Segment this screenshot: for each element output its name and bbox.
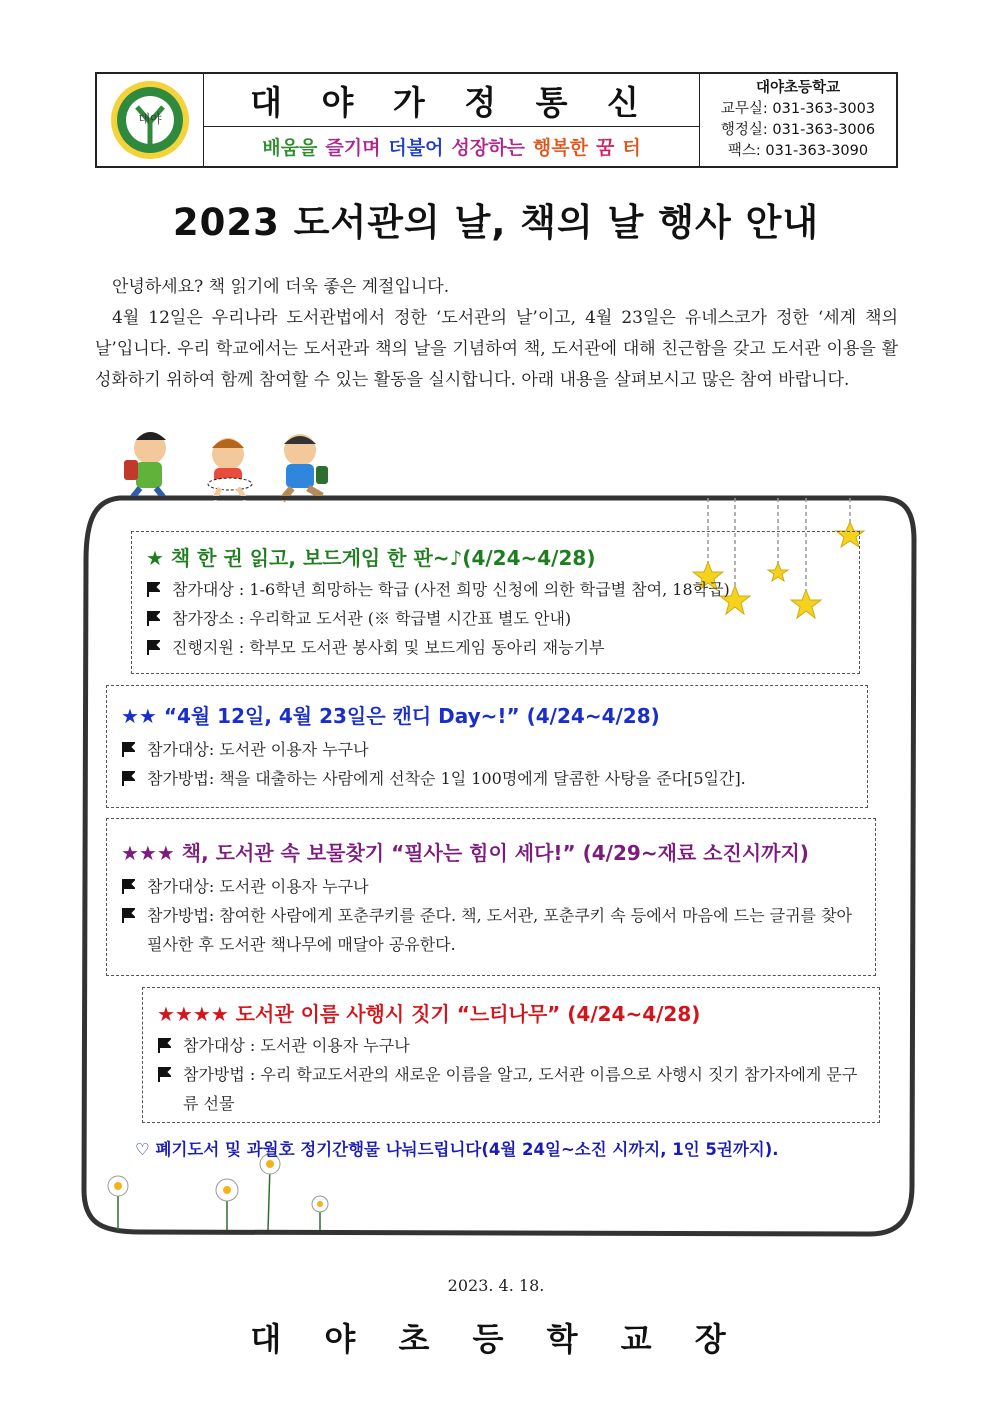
page-title: 2023 도서관의 날, 책의 날 행사 안내 (172, 201, 820, 244)
event-title: ★★ “4월 12일, 4월 23일은 캔디 Day~!” (4/24~4/28) (121, 704, 660, 728)
school-name: 대야초등학교 (755, 80, 841, 96)
intro-text (95, 272, 898, 396)
notice-giveaway: ♡ 폐기도서 및 과월호 정기간행물 나눠드립니다(4월 24일~소진 시까지, 1인 5권까지). (135, 1140, 779, 1159)
school-logo (97, 74, 204, 166)
contact-line: 팩스: 031-363-3090 (727, 143, 869, 159)
event-box-2 (106, 685, 868, 808)
event-title: ★★★ 책, 도서관 속 보물찾기 “필사는 힘이 세다!” (4/29~재료 소진시까지) (121, 841, 809, 865)
school-slogan (204, 127, 699, 166)
event-box-1 (131, 531, 860, 674)
contact-line: 행정실: 031-363-3006 (720, 122, 876, 138)
slogan-word: 더불어 (388, 137, 444, 159)
contact-line: 교무실: 031-363-3003 (720, 101, 876, 117)
slogan-word: 성장하는 (451, 137, 525, 159)
event-item: 참가대상: 도서관 이용자 누구나 (121, 872, 861, 901)
flag-icon (157, 1038, 171, 1053)
event-item: 참가대상 : 1-6학년 희망하는 학급 (사전 희망 신청에 의한 학급별 참여, 18학급) (146, 575, 845, 604)
event-item: 참가대상: 도서관 이용자 누구나 (121, 735, 853, 764)
event-box-3 (106, 818, 876, 976)
event-item: 참가장소 : 우리학교 도서관 (※ 학급별 시간표 별도 안내) (146, 604, 845, 633)
newsletter-header (95, 72, 898, 168)
flag-icon (121, 908, 135, 923)
walking-children-illustration (120, 432, 340, 500)
flag-icon (121, 879, 135, 894)
event-box-4 (142, 987, 880, 1123)
intro-greeting: 안녕하세요? 책 읽기에 더욱 좋은 계절입니다. (112, 277, 450, 297)
issue-date: 2023. 4. 18. (447, 1276, 545, 1295)
event-item: 참가방법: 참여한 사람에게 포춘쿠키를 준다. 책, 도서관, 포춘쿠키 속 등에서 마음에 드는 글귀를 찾아 필사한 후 도서관 책나무에 매달아 공유한다. (121, 901, 861, 959)
flag-icon (121, 771, 135, 786)
event-item: 참가방법: 책을 대출하는 사람에게 선착순 1일 100명에게 달콤한 사탕을 준다[5일간]. (121, 764, 853, 793)
newsletter-title: 대 야 가 정 통 신 (204, 74, 699, 127)
flag-icon (121, 742, 135, 757)
flag-icon (146, 611, 160, 626)
event-title: ★ 책 한 권 읽고, 보드게임 한 판~♪(4/24~4/28) (146, 546, 596, 570)
school-contact-info (700, 74, 896, 166)
school-emblem-icon (107, 77, 193, 163)
principal-signature: 대 야 초 등 학 교 장 (250, 1320, 742, 1358)
slogan-word: 즐기며 (325, 137, 381, 159)
flag-icon (146, 582, 160, 597)
slogan-word: 꿈 (595, 137, 615, 159)
event-item: 참가방법 : 우리 학교도서관의 새로운 이름을 알고, 도서관 이름으로 사행시 짓기 참가자에게 문구류 선물 (157, 1060, 865, 1118)
slogan-word: 터 (622, 137, 641, 159)
event-item: 진행지원 : 학부모 도서관 봉사회 및 보드게임 동아리 재능기부 (146, 633, 845, 662)
slogan-word: 배움을 (262, 137, 318, 159)
slogan-word: 행복한 (532, 137, 588, 159)
logo-text: 대야 (138, 112, 162, 126)
flag-icon (146, 640, 160, 655)
event-item: 참가대상 : 도서관 이용자 누구나 (157, 1031, 865, 1060)
intro-body: 4월 12일은 우리나라 도서관법에서 정한 ‘도서관의 날’이고, 4월 23일은 유네스코가 정한 ‘세계 책의 날’입니다. 우리 학교에서는 도서관과 책의 날을 기념하여 책, 도서관에 대해 친근함을 갖고 도서관 이용을 활성화하기 위하여 함께 참여할 수 있는 활동을 실시합니다. 아래 내용을 살펴보시고 많은 참여 바랍니다. (95, 308, 898, 390)
flag-icon (157, 1067, 171, 1082)
event-title: ★★★★ 도서관 이름 사행시 짓기 “느티나무” (4/24~4/28) (157, 1002, 701, 1026)
